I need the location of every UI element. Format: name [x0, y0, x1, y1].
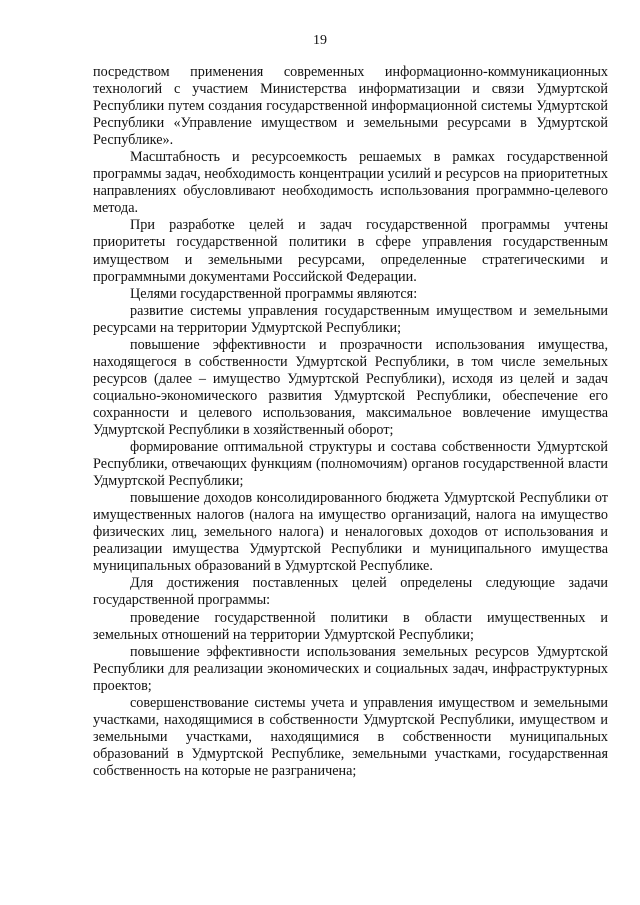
list-item-goal: развитие системы управления государственным имуществом и земельными ресурсами на территории Удмуртской Республики; [93, 302, 608, 336]
list-item-task: проведение государственной политики в области имущественных и земельных отношений на территории Удмуртской Республики; [93, 609, 608, 643]
paragraph-continuation: посредством применения современных информационно-коммуникационных технологий с участием Министерства информатизации и связи Удмуртской Республики путем создания государственной информационной системы Удмуртской Республики «Управление имуществом и земельными ресурсами в Удмуртской Республике». [93, 64, 608, 149]
page-number: 19 [313, 33, 327, 48]
list-item-goal: формирование оптимальной структуры и состава собственности Удмуртской Республики, отвечающих функциям (полномочиям) органов государственной власти Удмуртской Республики; [93, 439, 608, 490]
paragraph-tasks-heading: Для достижения поставленных целей определены следующие задачи государственной программы: [93, 575, 608, 609]
list-item-task: повышение эффективности использования земельных ресурсов Удмуртской Республики для реализации экономических и социальных задач, инфраструктурных проектов; [93, 643, 608, 694]
document-body [93, 64, 608, 780]
list-item-goal: повышение доходов консолидированного бюджета Удмуртской Республики от имущественных налогов (налога на имущество организаций, налога на имущество физических лиц, земельного налога) и неналоговых доходов от использования и реализации имущества Удмуртской Республики и муниципального имущества муниципальных образований в Удмуртской Республике. [93, 490, 608, 575]
paragraph-goals-heading: Целями государственной программы являются: [130, 285, 418, 302]
paragraph-scale-and-resources: Масштабность и ресурсоемкость решаемых в рамках государственной программы задач, необходимость концентрации усилий и ресурсов на приоритетных направлениях обусловливают необходимость использования программно-целевого метода. [93, 149, 608, 217]
paragraph-priorities: При разработке целей и задач государственной программы учтены приоритеты государственной политики в сфере управления государственным имуществом и земельными ресурсами, определенные стратегическими и программными документами Российской Федерации. [93, 217, 608, 285]
list-item-goal: повышение эффективности и прозрачности использования имущества, находящегося в собственности Удмуртской Республики, в том числе земельных ресурсов (далее – имущество Удмуртской Республики), исходя из целей и задач социально-экономического развития Удмуртской Республики, обеспечение его сохранности и целевого использования, максимальное вовлечение имущества Удмуртской Республики в хозяйственный оборот; [93, 336, 608, 438]
list-item-task: совершенствование системы учета и управления имуществом и земельными участками, находящимися в собственности Удмуртской Республики, имуществом и земельными участками, находящимися в собственности муниципальных образований в Удмуртской Республике, земельными участками, государственная собственность на которые не разграничена; [93, 694, 608, 779]
